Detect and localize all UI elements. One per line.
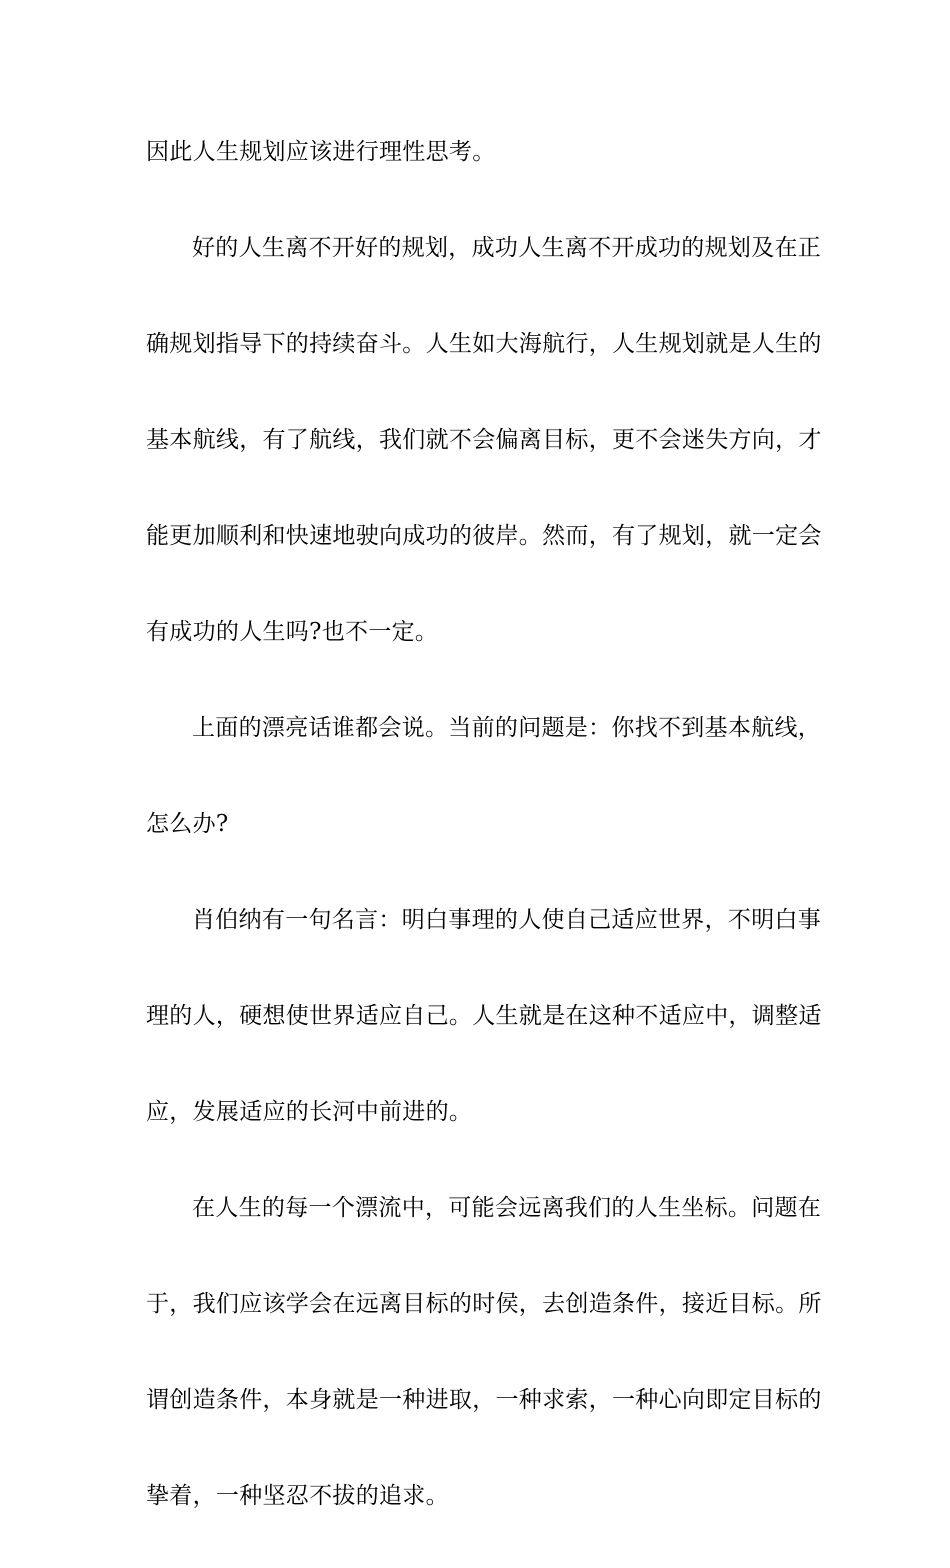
paragraph-line: 肖伯纳有一句名言：明白事理的人使自己适应世界，不明白事 (192, 907, 822, 933)
paragraph-line: 挚着，一种坚忍不拔的追求。 (146, 1483, 449, 1509)
paragraph-line: 应，发展适应的长河中前进的。 (146, 1099, 473, 1125)
paragraph-line: 基本航线，有了航线，我们就不会偏离目标，更不会迷失方向，才 (146, 427, 822, 453)
paragraph-2 (146, 224, 822, 656)
paragraph-line: 怎么办? (146, 811, 229, 837)
paragraph-line: 理的人，硬想使世界适应自己。人生就是在这种不适应中，调整适 (146, 1003, 822, 1029)
paragraph-line: 因此人生规划应该进行理性思考。 (146, 139, 496, 165)
paragraph-4 (146, 896, 822, 1136)
paragraph-3 (146, 704, 822, 848)
paragraph-line: 好的人生离不开好的规划，成功人生离不开成功的规划及在正 (192, 235, 822, 261)
document-body (146, 128, 822, 1568)
paragraph-line: 有成功的人生吗?也不一定。 (146, 619, 439, 645)
paragraph-line: 于，我们应该学会在远离目标的时侯，去创造条件，接近目标。所 (146, 1291, 822, 1317)
paragraph-line: 谓创造条件，本身就是一种进取，一种求索，一种心向即定目标的 (146, 1387, 822, 1413)
paragraph-line: 在人生的每一个漂流中，可能会远离我们的人生坐标。问题在 (192, 1195, 822, 1221)
paragraph-line: 上面的漂亮话谁都会说。当前的问题是：你找不到基本航线， (192, 715, 822, 741)
paragraph-line: 确规划指导下的持续奋斗。人生如大海航行，人生规划就是人生的 (146, 331, 822, 357)
paragraph-5 (146, 1184, 822, 1520)
paragraph-1 (146, 128, 806, 176)
paragraph-line: 能更加顺利和快速地驶向成功的彼岸。然而，有了规划，就一定会 (146, 523, 822, 549)
